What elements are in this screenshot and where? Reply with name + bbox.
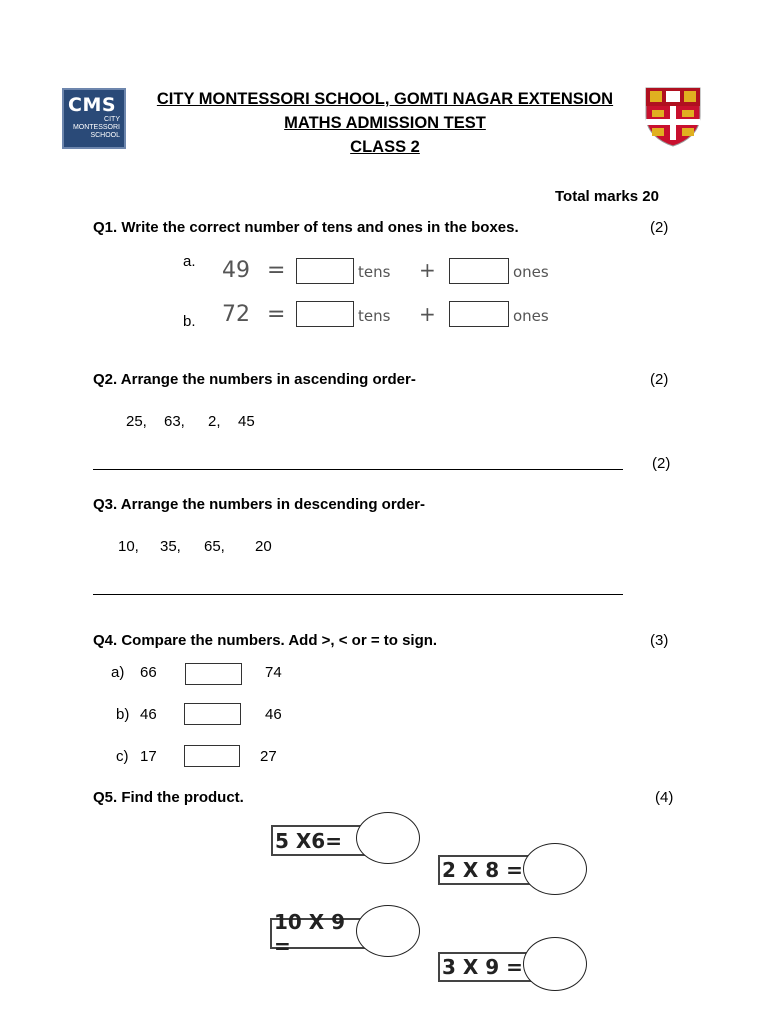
q2-number: 2, — [208, 413, 221, 430]
q5-product-tag: 2 X 8 = — [438, 855, 534, 885]
q4-b-sign-box[interactable] — [184, 703, 241, 725]
q5-answer-oval[interactable] — [356, 812, 420, 864]
q3-number: 65, — [204, 538, 225, 555]
q1-a-number: 49 — [222, 258, 250, 283]
q1-a-ones-box[interactable] — [449, 258, 509, 284]
q1-a-tens-label: tens — [358, 263, 391, 281]
q2-line-marks: (2) — [652, 455, 671, 472]
q4-a-left: 66 — [140, 664, 157, 681]
total-marks: Total marks 20 — [555, 188, 659, 205]
q5-answer-oval[interactable] — [356, 905, 420, 957]
q3-answer-line[interactable] — [93, 594, 623, 595]
q1-b-ones-box[interactable] — [449, 301, 509, 327]
q4-c-label: c) — [116, 748, 129, 765]
q5-product-tag: 3 X 9 = — [438, 952, 534, 982]
test-title: MATHS ADMISSION TEST — [284, 114, 486, 132]
q1-b-ones-label: ones — [513, 307, 549, 325]
q4-a-right: 74 — [265, 664, 282, 681]
q1-b-equals: = — [267, 302, 286, 327]
q5-marks: (4) — [655, 789, 674, 806]
q3-number: 35, — [160, 538, 181, 555]
q1-b-number: 72 — [222, 302, 250, 327]
q1-a-label: a. — [183, 253, 196, 270]
crest-icon — [644, 86, 702, 148]
q5-product-tag: 5 X6= — [271, 825, 367, 856]
q4-c-left: 17 — [140, 748, 157, 765]
q5-product-tag: 10 X 9 = — [270, 918, 366, 949]
q3-number: 20 — [255, 538, 272, 555]
q2-number: 45 — [238, 413, 255, 430]
q1-a-ones-label: ones — [513, 263, 549, 281]
logo-sub-text: CITY MONTESSORI SCHOOL — [72, 116, 120, 139]
q4-b-label: b) — [116, 706, 130, 723]
q5-question: Q5. Find the product. — [93, 789, 244, 806]
q3-question: Q3. Arrange the numbers in descending order- — [93, 496, 426, 513]
q4-c-sign-box[interactable] — [184, 745, 240, 767]
q2-number: 25, — [126, 413, 147, 430]
school-logo — [62, 88, 126, 149]
q1-b-tens-box[interactable] — [296, 301, 354, 327]
q1-question: Q1. Write the correct number of tens and ones in the boxes. — [93, 219, 519, 236]
q1-a-tens-box[interactable] — [296, 258, 354, 284]
q3-number: 10, — [118, 538, 139, 555]
q4-marks: (3) — [650, 632, 669, 649]
school-name: CITY MONTESSORI SCHOOL, GOMTI NAGAR EXTENSION — [156, 90, 614, 108]
q4-c-right: 27 — [260, 748, 277, 765]
q5-answer-oval[interactable] — [523, 937, 587, 991]
q1-b-label: b. — [183, 313, 196, 330]
q2-number: 63, — [164, 413, 185, 430]
q5-answer-oval[interactable] — [523, 843, 587, 895]
q1-b-plus: + — [419, 302, 436, 326]
q4-b-right: 46 — [265, 706, 282, 723]
q1-marks: (2) — [650, 219, 669, 236]
class-title: CLASS 2 — [350, 138, 420, 156]
q2-marks: (2) — [650, 371, 669, 388]
q2-question: Q2. Arrange the numbers in ascending order- — [93, 371, 416, 388]
q1-a-equals: = — [267, 258, 286, 283]
q1-a-plus: + — [419, 258, 436, 282]
q4-question: Q4. Compare the numbers. Add >, < or = to sign. — [93, 632, 438, 649]
logo-cms-text: CMS — [68, 94, 117, 116]
q4-a-label: a) — [111, 664, 125, 681]
q4-b-left: 46 — [140, 706, 157, 723]
q2-answer-line[interactable] — [93, 469, 623, 470]
q4-a-sign-box[interactable] — [185, 663, 242, 685]
q1-b-tens-label: tens — [358, 307, 391, 325]
